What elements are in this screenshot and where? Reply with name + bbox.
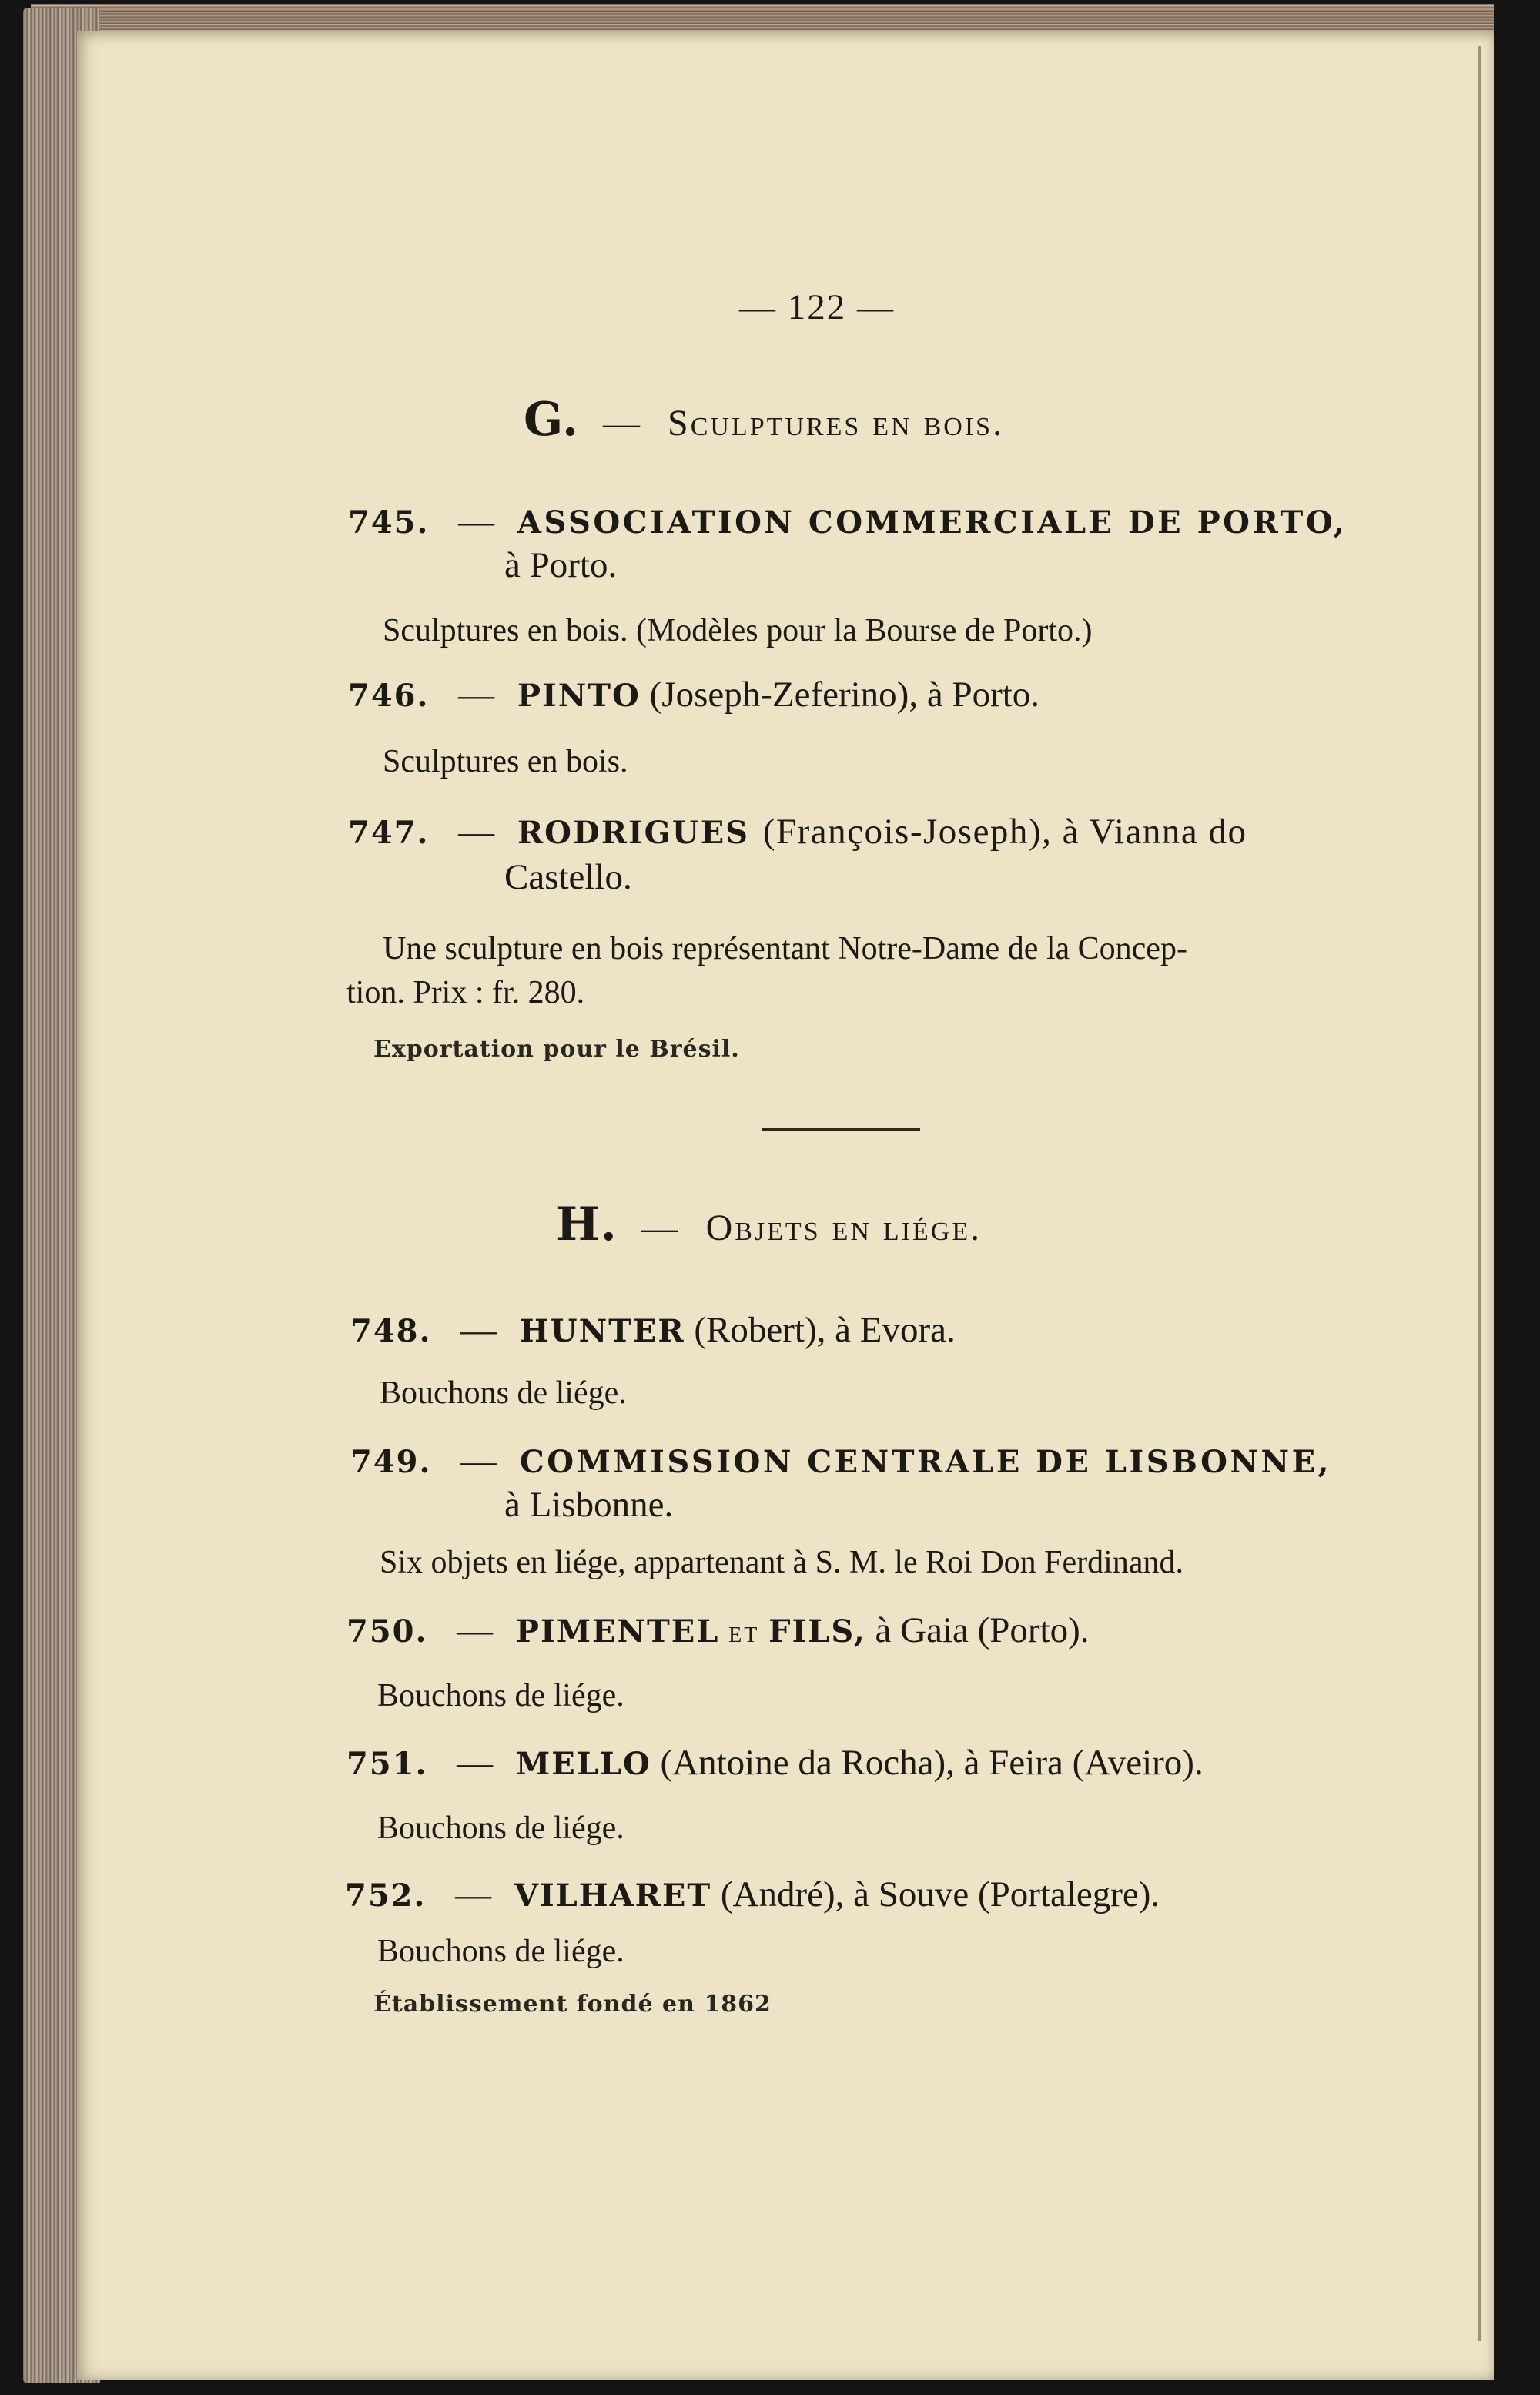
entry-dash: — xyxy=(460,1441,497,1481)
exhibitor-name: PINTO xyxy=(517,678,641,714)
entry-description: Sculptures en bois. (Modèles pour la Bourse de Porto.) xyxy=(383,613,1093,648)
entry-dash: — xyxy=(457,1743,494,1783)
exhibitor-details-continued: Castello. xyxy=(504,857,632,897)
exhibitor-name: MELLO xyxy=(515,1746,651,1782)
entry-number: 752. xyxy=(345,1877,427,1914)
entry-750 xyxy=(346,1610,1090,1651)
entry-dash: — xyxy=(457,1610,494,1650)
exhibitor-name: ASSOCIATION COMMERCIALE DE PORTO, xyxy=(517,504,1348,541)
exhibitor-name-2: FILS, xyxy=(768,1613,866,1650)
section-heading-h xyxy=(556,1198,982,1251)
exhibitor-name: RODRIGUES xyxy=(517,815,750,851)
exhibitor-name: PIMENTEL xyxy=(515,1613,720,1650)
entry-number: 751. xyxy=(346,1746,428,1782)
entry-749 xyxy=(350,1440,1331,1482)
entry-number: 748. xyxy=(350,1313,432,1349)
entry-number: 746. xyxy=(348,678,430,714)
entry-note: Établissement fondé en 1862 xyxy=(373,1991,772,2018)
entry-description: Bouchons de liége. xyxy=(377,1678,624,1713)
section-letter: H. xyxy=(556,1198,618,1251)
entry-description: Bouchons de liége. xyxy=(380,1375,627,1411)
page-number: — 122 — xyxy=(739,287,895,327)
entry-dash: — xyxy=(458,812,495,852)
exhibitor-details: (Joseph-Zeferino), à Porto. xyxy=(649,675,1040,715)
entry-dash: — xyxy=(458,501,495,541)
entry-747 xyxy=(348,811,1247,852)
exhibitor-details: (Robert), à Evora. xyxy=(694,1310,956,1350)
exhibitor-details: (François-Joseph), à Vianna do xyxy=(762,812,1247,852)
entry-number: 745. xyxy=(348,504,430,541)
entry-note: Exportation pour le Brésil. xyxy=(373,1036,740,1063)
exhibitor-details: (André), à Souve (Portalegre). xyxy=(720,1874,1160,1914)
conjunction: et xyxy=(728,1614,760,1649)
entry-752 xyxy=(345,1874,1160,1915)
heading-dash: — xyxy=(641,1208,679,1248)
exhibitor-location: à Lisbonne. xyxy=(504,1485,674,1525)
exhibitor-name: HUNTER xyxy=(519,1313,685,1349)
entry-description: Bouchons de liége. xyxy=(377,1810,624,1846)
entry-dash: — xyxy=(455,1874,492,1914)
entry-number: 747. xyxy=(348,815,430,851)
exhibitor-name: VILHARET xyxy=(514,1877,712,1914)
exhibitor-details: (Antoine da Rocha), à Feira (Aveiro). xyxy=(660,1743,1204,1783)
entry-dash: — xyxy=(458,675,495,715)
entry-751 xyxy=(346,1742,1204,1784)
entry-description: Bouchons de liége. xyxy=(377,1934,624,1969)
section-title: Objets en liége. xyxy=(705,1208,983,1248)
section-divider xyxy=(762,1128,920,1131)
entry-description-continued: tion. Prix : fr. 280. xyxy=(346,975,585,1010)
exhibitor-location: à Porto. xyxy=(504,545,618,585)
section-title: Sculptures en bois. xyxy=(668,403,1005,444)
entry-description: Une sculpture en bois représentant Notre-Dame de la Concep- xyxy=(383,931,1187,966)
section-heading-g xyxy=(524,393,1004,447)
entry-description: Sculptures en bois. xyxy=(383,744,628,779)
entry-745 xyxy=(348,501,1347,542)
page-right-rule xyxy=(1478,46,1481,2341)
entry-dash: — xyxy=(460,1310,497,1350)
exhibitor-name: COMMISSION CENTRALE DE LISBONNE, xyxy=(519,1444,1332,1480)
section-letter: G. xyxy=(524,393,579,447)
entry-746 xyxy=(348,674,1040,715)
entry-number: 749. xyxy=(350,1444,432,1480)
exhibitor-details: à Gaia (Porto). xyxy=(875,1610,1090,1650)
entry-description: Six objets en liége, appartenant à S. M. le Roi Don Ferdinand. xyxy=(380,1545,1183,1580)
entry-number: 750. xyxy=(346,1613,428,1650)
entry-748 xyxy=(350,1309,956,1351)
heading-dash: — xyxy=(603,403,641,444)
